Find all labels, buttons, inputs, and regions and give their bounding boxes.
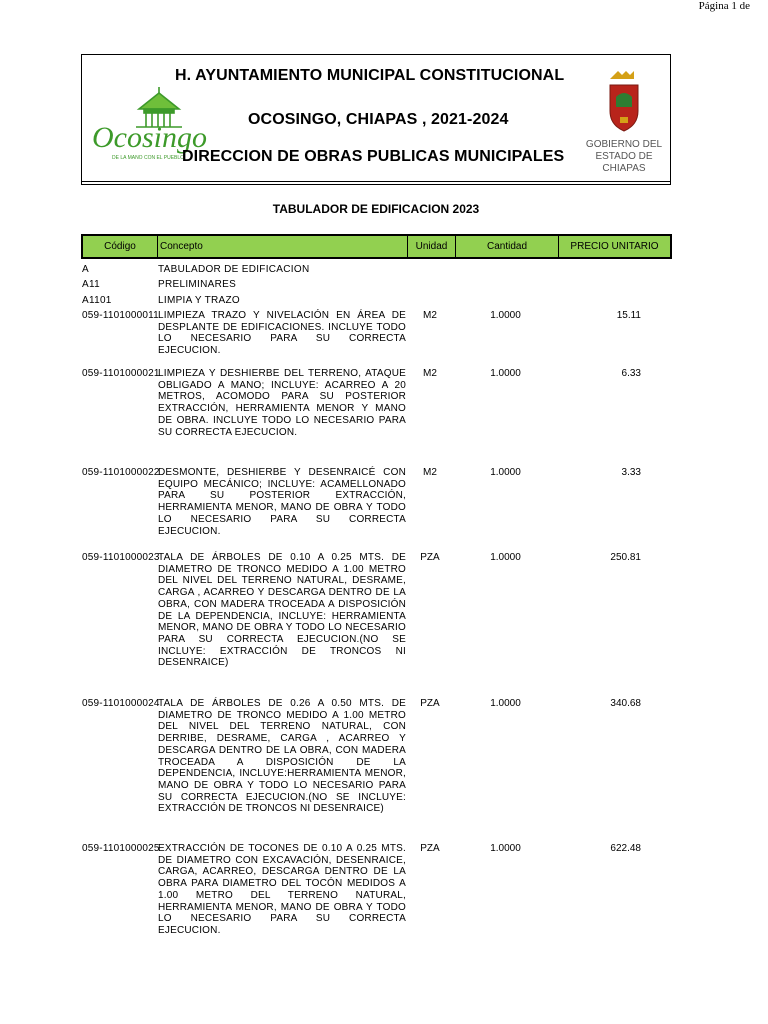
group-code: A1101 bbox=[82, 295, 112, 306]
row-quantity: 1.0000 bbox=[490, 698, 521, 709]
row-unit: M2 bbox=[423, 467, 437, 478]
row-price: 340.68 bbox=[610, 698, 641, 709]
row-price: 3.33 bbox=[621, 467, 641, 478]
row-quantity: 1.0000 bbox=[490, 467, 521, 478]
document-subtitle: TABULADOR DE EDIFICACION 2023 bbox=[272, 202, 480, 216]
row-description: LIMPIEZA TRAZO Y NIVELACIÓN EN ÁREA DE DESPLANTE DE EDIFICACIONES. INCLUYE TODO LO NECESARIO PARA SU CORRECTA EJECUCION. bbox=[158, 310, 406, 357]
row-description: EXTRACCIÓN DE TOCONES DE 0.10 A 0.25 MTS. DE DIAMETRO CON EXCAVACIÓN, DESENRAICE, CARGA, ACARREO, DESCARGA DENTRO DE LA OBRA PARA DIAMETRO DEL TOCÓN MEDIDOS A 1.00 METRO DEL TERRENO NATURAL, HERRAMIENTA MENOR, MANO DE OBRA Y TODO LO NECESARIO PARA SU CORRECTA EJECUCION. bbox=[158, 843, 406, 936]
group-code: A11 bbox=[82, 279, 100, 290]
col-header-code: Código bbox=[83, 236, 158, 257]
row-price: 6.33 bbox=[621, 368, 641, 379]
group-label: LIMPIA Y TRAZO bbox=[158, 295, 241, 306]
row-description: TALA DE ÁRBOLES DE 0.26 A 0.50 MTS. DE DIAMETRO DE TRONCO MEDIDO A 1.00 METRO DEL NIVEL DEL TERRENO NATURAL, CON DERRIBE, DESRAME, CARGA , ACARREO Y DESCARGA DENTRO DE LA OBRA, CON MADERA TROCEADA A DISPOSICIÓN DE LA DEPENDENCIA, INCLUYE:HERRAMIENTA MENOR, MANO DE OBRA Y TODO LO NECESARIO PARA SU CORRECTA EJECUCION.(NO SE INCLUYE: EXTRACCIÓN DE TRONCOS NI DESENRAICE) bbox=[158, 698, 406, 815]
row-unit: PZA bbox=[420, 552, 440, 563]
row-description: TALA DE ÁRBOLES DE 0.10 A 0.25 MTS. DE DIAMETRO DE TRONCO MEDIDO A 1.00 METRO DEL NIVEL DEL TERRENO NATURAL, DESRAME, CARGA , ACARREO Y DESCARGA DENTRO DE LA OBRA, CON MADERA TROCEADA A DISPOSICIÓN DE LA DEPENDENCIA, INCLUYE: HERRAMIENTA MENOR, MANO DE OBRA Y TODO LO NECESARIO PARA SU CORRECTA EJECUCION.(NO SE INCLUYE: EXTRACCIÓN DE TRONCOS NI DESENRAICE) bbox=[158, 552, 406, 669]
row-code: 059-1101000011 bbox=[82, 310, 159, 321]
header-line-1: H. AYUNTAMIENTO MUNICIPAL CONSTITUCIONAL bbox=[175, 67, 565, 84]
row-code: 059-1101000022 bbox=[82, 467, 160, 478]
gov-label-line-1: GOBIERNO DEL bbox=[585, 139, 663, 150]
row-price: 250.81 bbox=[610, 552, 641, 563]
ocosingo-logo-tagline: DE LA MANO CON EL PUEBLO bbox=[112, 155, 185, 161]
row-description: LIMPIEZA Y DESHIERBE DEL TERRENO, ATAQUE OBLIGADO A MANO; INCLUYE: ACARREO A 20 METROS, ACOMODO PARA SU POSTERIOR EXTRACCIÓN, HERRAMIENTA MENOR Y MANO DE OBRA. INCLUYE TODO LO NECESARIO PARA SU CORRECTA EJECUCION. bbox=[158, 368, 406, 438]
gov-label-line-2: ESTADO DE CHIAPAS bbox=[595, 151, 653, 174]
col-header-unit: Unidad bbox=[408, 236, 456, 257]
row-unit: PZA bbox=[420, 698, 440, 709]
header-line-2: OCOSINGO, CHIAPAS , 2021-2024 bbox=[248, 111, 509, 128]
row-quantity: 1.0000 bbox=[490, 843, 521, 854]
chiapas-gov-label bbox=[576, 139, 672, 175]
row-quantity: 1.0000 bbox=[490, 368, 521, 379]
col-header-quantity: Cantidad bbox=[456, 236, 559, 257]
group-label: PRELIMINARES bbox=[158, 279, 237, 290]
row-unit: M2 bbox=[423, 310, 437, 321]
row-unit: M2 bbox=[423, 368, 437, 379]
col-header-unit-price: PRECIO UNITARIO bbox=[570, 241, 659, 252]
row-code: 059-1101000025 bbox=[82, 843, 160, 854]
row-quantity: 1.0000 bbox=[490, 310, 521, 321]
row-code: 059-1101000023 bbox=[82, 552, 160, 563]
table-header bbox=[81, 234, 672, 259]
row-code: 059-1101000024 bbox=[82, 698, 160, 709]
row-price: 622.48 bbox=[610, 843, 641, 854]
row-description: DESMONTE, DESHIERBE Y DESENRAICÉ CON EQUIPO MECÁNICO; INCLUYE: ACAMELLONADO PARA SU POSTERIOR EXTRACCIÓN, HERRAMIENTA MENOR, MANO DE OBRA Y TODO LO NECESARIO PARA SU CORRECTA EJECUCION. bbox=[158, 467, 406, 537]
ocosingo-logo-text: Ocosingo bbox=[92, 121, 207, 154]
row-code: 059-1101000021 bbox=[82, 368, 160, 379]
page-number: Página 1 de bbox=[698, 0, 750, 12]
document-header bbox=[81, 54, 671, 185]
group-code: A bbox=[82, 264, 89, 275]
row-price: 15.11 bbox=[616, 310, 641, 321]
header-line-3: DIRECCION DE OBRAS PUBLICAS MUNICIPALES bbox=[182, 148, 565, 165]
col-header-concept: Concepto bbox=[158, 236, 408, 257]
row-quantity: 1.0000 bbox=[490, 552, 521, 563]
group-label: TABULADOR DE EDIFICACION bbox=[158, 264, 310, 275]
row-unit: PZA bbox=[420, 843, 440, 854]
